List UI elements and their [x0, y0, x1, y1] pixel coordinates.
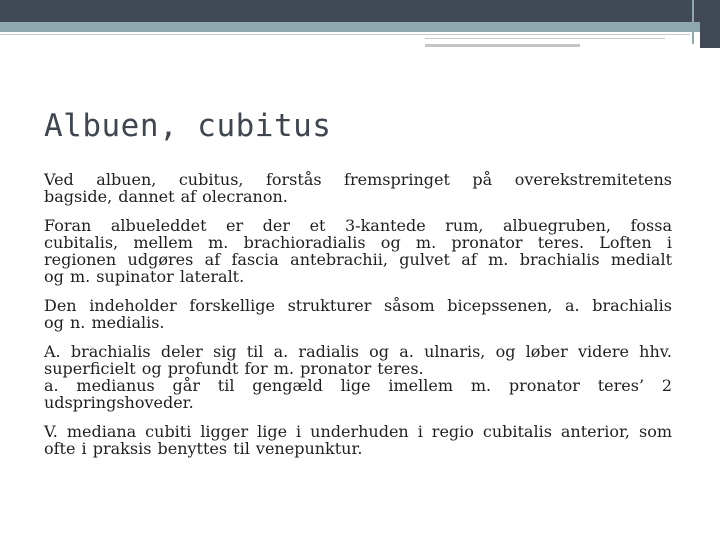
header-band-teal — [0, 22, 700, 32]
slide-body — [44, 171, 672, 469]
header-line-thin — [0, 34, 690, 35]
paragraph-line: superficielt og profundt for m. pronator teres. — [44, 359, 424, 378]
paragraph-line: ofte i praksis benyttes til venepunktur. — [44, 439, 363, 458]
paragraph-line: V. mediana cubiti ligger lige i underhuden i regio cubitalis anterior, som — [44, 422, 672, 441]
paragraph-line: og n. medialis. — [44, 313, 165, 332]
header-band-dark-right — [700, 0, 720, 48]
header-line-accent — [425, 44, 580, 47]
paragraph-line: A. brachialis deler sig til a. radialis og a. ulnaris, og løber videre hhv. — [44, 342, 672, 361]
paragraph-line: a. medianus går til gengæld lige imellem m. pronator teres’ 2 — [44, 376, 672, 395]
paragraph-line: regionen udgøres af fascia antebrachii, gulvet af m. brachialis medialt — [44, 250, 672, 269]
paragraph-4 — [44, 343, 672, 411]
paragraph-1 — [44, 171, 672, 205]
paragraph-5 — [44, 423, 672, 457]
paragraph-line: Ved albuen, cubitus, forstås fremspringet på overekstremitetens — [44, 170, 672, 189]
header-stripe-right — [692, 0, 694, 44]
header-band-dark — [0, 0, 700, 22]
paragraph-3 — [44, 297, 672, 331]
paragraph-line: og m. supinator lateralt. — [44, 267, 245, 286]
paragraph-line: cubitalis, mellem m. brachioradialis og m. pronator teres. Loften i — [44, 233, 672, 252]
paragraph-2 — [44, 217, 672, 285]
paragraph-line: udspringshoveder. — [44, 393, 194, 412]
paragraph-line: bagside, dannet af olecranon. — [44, 187, 288, 206]
header-line-short — [425, 38, 665, 39]
slide-title: Albuen, cubitus — [44, 108, 332, 144]
paragraph-line: Foran albueleddet er der et 3-kantede rum, albuegruben, fossa — [44, 216, 672, 235]
paragraph-line: Den indeholder forskellige strukturer såsom bicepssenen, a. brachialis — [44, 296, 672, 315]
